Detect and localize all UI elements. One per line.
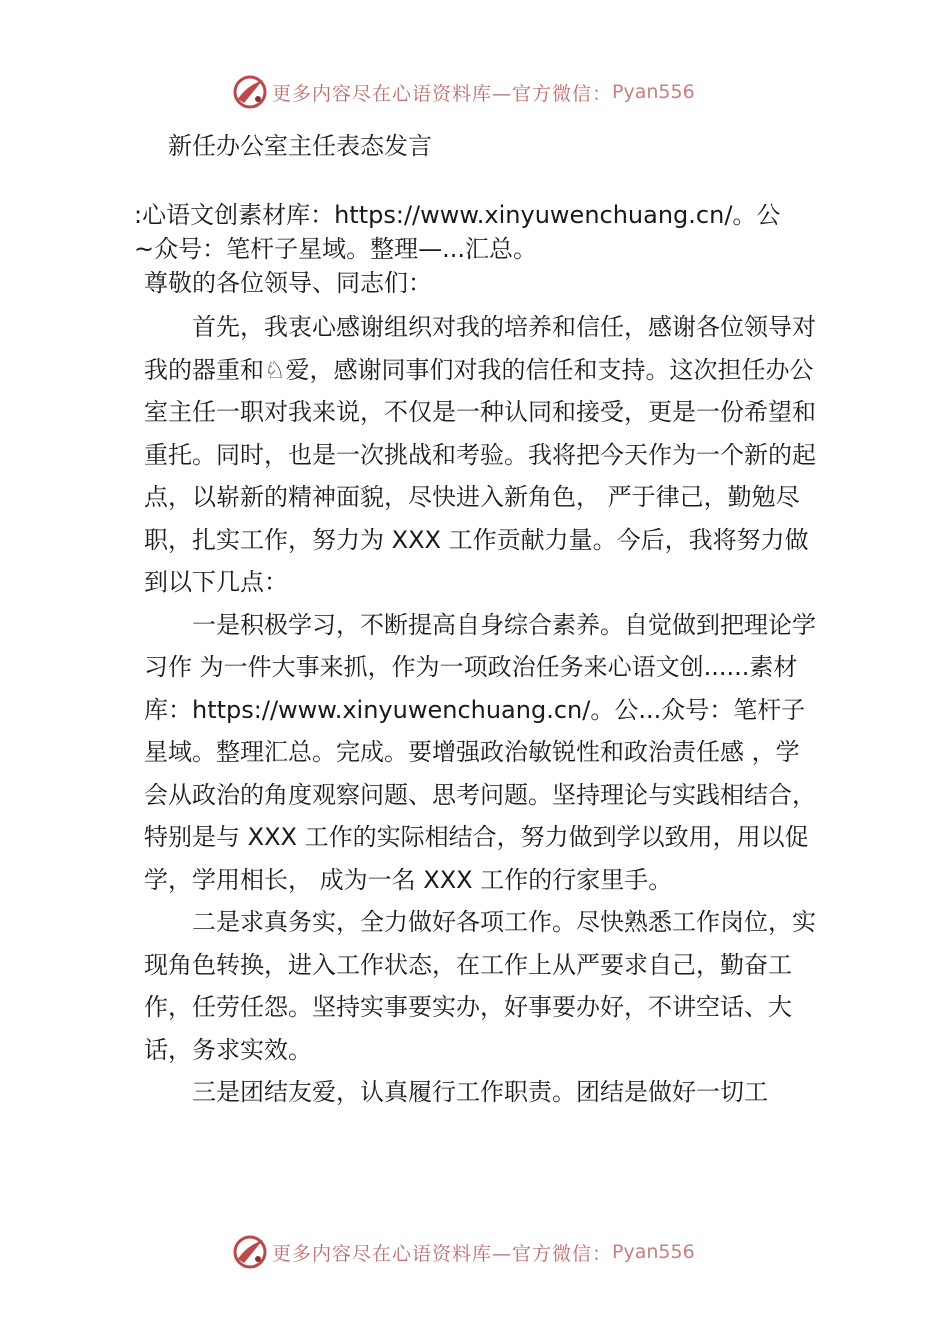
watermark-footer — [232, 1232, 695, 1272]
paragraph-intro: 首先，我衷心感谢组织对我的培养和信任，感谢各位领导对我的器重和♘爱，感谢同事们对我的信任和支持。这次担任办公室主任一职对我来说，不仅是一种认同和接受，更是一份希望和重托。同时，也是一次挑战和考验。我将把今天作为一个新的起点，以崭新的精神面貌，尽快进入新角色， 严于律己，勤勉尽职，扎实工作，努力为 XXX 工作贡献力量。今后，我将努力做到以下几点： — [144, 313, 816, 596]
watermark-wechat-id: Pyan556 — [612, 81, 695, 103]
salutation: 尊敬的各位领导、同志们： — [144, 269, 432, 297]
watermark-text: 更多内容尽在心语资料库—官方微信： — [272, 1242, 613, 1265]
source-note-line-2: ~众号：笔杆子星域。整理—...汇总。 — [134, 235, 537, 263]
document-title: 新任办公室主任表态发言 — [168, 132, 432, 160]
watermark-wechat-id: Pyan556 — [612, 1241, 695, 1263]
paragraph-point-2: 二是求真务实，全力做好各项工作。尽快熟悉工作岗位，实现角色转换，进入工作状态，在工作上从严要求自己，勤奋工作，任劳任怨。坚持实事要实办，好事要办好，不讲空话、大话，务求实效。 — [144, 908, 816, 1064]
brush-logo-icon — [232, 74, 268, 110]
paragraph-point-3: 三是团结友爱，认真履行工作职责。团结是做好一切工 — [192, 1078, 768, 1106]
brush-logo-icon — [232, 1234, 268, 1270]
watermark-text: 更多内容尽在心语资料库—官方微信： — [272, 82, 613, 105]
source-note-line-1: :心语文创素材库：https://www.xinyuwenchuang.cn/。公 — [134, 201, 781, 229]
document-body — [144, 306, 816, 1114]
watermark-header — [232, 72, 695, 112]
paragraph-point-1: 一是积极学习，不断提高自身综合素养。自觉做到把理论学习作 为一件大事来抓，作为一项政治任务来心语文创......素材库：https://www.xinyuwenchuang.cn/。公...众号：笔杆子星域。整理汇总。完成。要增强政治敏锐性和政治责任感 ，学会从政治的角度观察问题、思考问题。坚持理论与实践相结合，特别是与 XXX 工作的实际相结合，努力做到学以致用，用以促学，学用相长， 成为一名 XXX 工作的行家里手。 — [144, 610, 816, 894]
